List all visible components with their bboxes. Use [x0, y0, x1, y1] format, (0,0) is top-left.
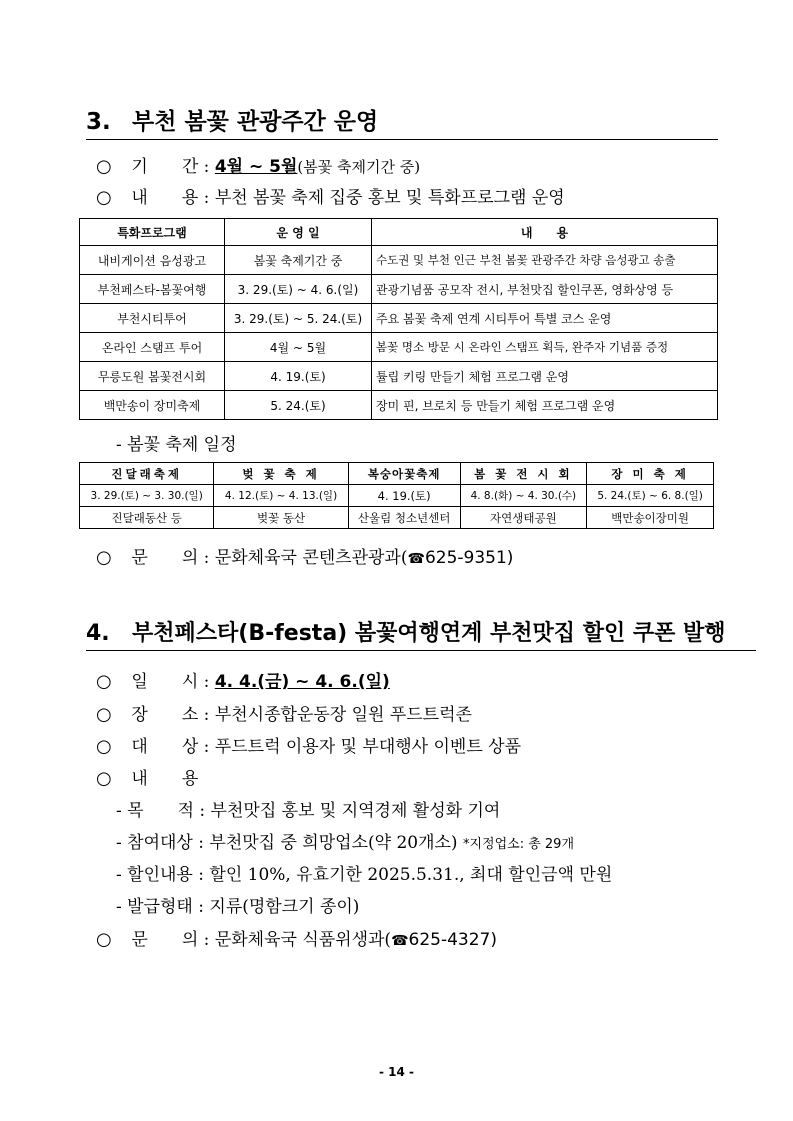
period-value: 4월 ~ 5월: [214, 157, 298, 177]
table-cell: 5. 24.(토) ~ 6. 8.(일): [587, 485, 714, 507]
period-note: (봄꽃 축제기간 중): [297, 158, 421, 176]
inquiry-label: 문 의: [131, 548, 199, 568]
program-table: [79, 218, 718, 420]
place-value: 부천시종합운동장 일원 푸드트럭존: [214, 705, 472, 725]
section4-target: [96, 732, 521, 757]
table-row: [80, 391, 718, 420]
list-item: [116, 860, 612, 885]
inquiry-phone: 625-4327): [408, 930, 498, 950]
table-cell: 무릉도원 봄꽃전시회: [80, 362, 225, 391]
item-value: 부천맛집 중 희망업소(약 20개소): [209, 833, 458, 853]
table-cell: 주요 봄꽃 축제 연계 시티투어 특별 코스 운영: [372, 304, 718, 333]
inquiry-phone: 625-9351): [424, 548, 514, 568]
content-value: 부천 봄꽃 축제 집중 홍보 및 특화프로그램 운영: [214, 188, 565, 208]
table-cell: 봄꽃 축제기간 중: [225, 246, 372, 275]
table-cell: 3. 29.(토) ~ 5. 24.(토): [225, 304, 372, 333]
table-cell: 장미 핀, 브로치 등 만들기 체험 프로그램 운영: [372, 391, 718, 420]
table-row: [80, 275, 718, 304]
place-label: 장 소: [131, 705, 199, 725]
section3-inquiry: [96, 543, 513, 568]
table-cell: 4. 8.(화) ~ 4. 30.(수): [460, 485, 587, 507]
section4-date: [96, 667, 390, 692]
festival-schedule-table: [79, 462, 714, 529]
table-cell: 온라인 스탬프 투어: [80, 333, 225, 362]
list-item: [116, 796, 500, 821]
schedule-places-row: [80, 507, 714, 529]
table-header-cell: 진달래축제: [80, 463, 214, 485]
section3-period: [96, 152, 420, 177]
section3-content: [96, 183, 565, 208]
table-header-cell: 벚 꽃 축 제: [214, 463, 348, 485]
table-header-cell: 복숭아꽃축제: [348, 463, 460, 485]
table-header-cell: 특화프로그램: [80, 219, 225, 246]
table-cell: 자연생태공원: [460, 507, 587, 529]
inquiry-value: 문화체육국 식품위생과(: [214, 930, 392, 950]
table-cell: 4. 12.(토) ~ 4. 13.(일): [214, 485, 348, 507]
colon: :: [198, 897, 204, 917]
item-value: 지류(명함크기 종이): [209, 897, 360, 917]
program-table-header: [80, 219, 718, 246]
bullet-circle: ○: [96, 768, 112, 789]
colon: :: [199, 801, 206, 821]
table-cell: 튤립 키링 만들기 체험 프로그램 운영: [372, 362, 718, 391]
section4-content: [96, 764, 198, 789]
bullet-circle: ○: [96, 547, 112, 568]
bullet-circle: ○: [96, 671, 112, 692]
table-cell: 산울림 청소년센터: [348, 507, 460, 529]
item-value: 부천맛집 홍보 및 지역경제 활성화 기여: [210, 801, 501, 821]
item-note: *지정업소: 총 29개: [462, 837, 575, 852]
bullet-circle: ○: [96, 187, 112, 208]
page-number: - 14 -: [378, 1065, 414, 1079]
item-label: - 참여대상: [116, 833, 193, 853]
table-cell: 부천페스타-봄꽃여행: [80, 275, 225, 304]
colon: :: [198, 865, 204, 885]
inquiry-label: 문 의: [131, 930, 199, 950]
bullet-circle: ○: [96, 156, 112, 177]
colon: :: [203, 705, 210, 725]
table-header-cell: 봄 꽃 전 시 회: [460, 463, 587, 485]
table-header-cell: 장 미 축 제: [587, 463, 714, 485]
table-cell: 부천시티투어: [80, 304, 225, 333]
item-label: - 할인내용: [116, 865, 193, 885]
colon: :: [203, 548, 210, 568]
table-cell: 3. 29.(토) ~ 3. 30.(일): [80, 485, 214, 507]
table-cell: 백만송이 장미축제: [80, 391, 225, 420]
section4-title: [86, 616, 756, 651]
section3-heading: 부천 봄꽃 관광주간 운영: [132, 109, 379, 135]
content-label: 내 용: [131, 769, 199, 789]
table-cell: 4. 19.(토): [225, 362, 372, 391]
table-cell: 내비게이션 음성광고: [80, 246, 225, 275]
table-cell: 벚꽃 동산: [214, 507, 348, 529]
section4-place: [96, 700, 472, 725]
table-cell: 백만송이장미원: [587, 507, 714, 529]
table-row: [80, 333, 718, 362]
table-cell: 진달래동산 등: [80, 507, 214, 529]
item-label: - 발급형태: [116, 897, 193, 917]
target-label: 대 상: [131, 737, 199, 757]
section4-number: 4.: [86, 621, 110, 646]
table-cell: 5. 24.(토): [225, 391, 372, 420]
section3-title: [86, 103, 718, 140]
item-label: - 목 적: [116, 801, 194, 821]
list-item: [116, 892, 359, 917]
table-cell: 봄꽃 명소 방문 시 온라인 스탬프 획득, 완주자 기념품 증정: [372, 333, 718, 362]
section4-inquiry: [96, 925, 497, 950]
list-item: [116, 828, 574, 853]
target-value: 푸드트럭 이용자 및 부대행사 이벤트 상품: [214, 737, 522, 757]
table-header-cell: 운 영 일: [225, 219, 372, 246]
table-row: [80, 304, 718, 333]
colon: :: [203, 188, 210, 208]
date-label: 일 시: [131, 672, 199, 692]
bullet-circle: ○: [96, 929, 112, 950]
colon: :: [203, 157, 210, 177]
period-label: 기 간: [131, 157, 199, 177]
schedule-heading: - 봄꽃 축제 일정: [116, 435, 237, 455]
table-header-cell: 내 용: [372, 219, 718, 246]
phone-icon: ☎: [407, 551, 425, 567]
table-cell: 4. 19.(토): [348, 485, 460, 507]
table-row: [80, 362, 718, 391]
section3-number: 3.: [86, 109, 111, 135]
table-cell: 4월 ~ 5월: [225, 333, 372, 362]
colon: :: [203, 672, 210, 692]
table-cell: 3. 29.(토) ~ 4. 6.(일): [225, 275, 372, 304]
bullet-circle: ○: [96, 736, 112, 757]
item-value: 할인 10%, 유효기한 2025.5.31., 최대 할인금액 만원: [209, 865, 613, 885]
inquiry-value: 문화체육국 콘텐츠관광과(: [214, 548, 408, 568]
schedule-dates-row: [80, 485, 714, 507]
table-row: [80, 246, 718, 275]
colon: :: [198, 833, 204, 853]
content-label: 내 용: [131, 188, 199, 208]
table-cell: 관광기념품 공모작 전시, 부천맛집 할인쿠폰, 영화상영 등: [372, 275, 718, 304]
colon: :: [203, 737, 210, 757]
bullet-circle: ○: [96, 704, 112, 725]
colon: :: [203, 930, 210, 950]
phone-icon: ☎: [391, 933, 409, 949]
table-cell: 수도권 및 부천 인근 부천 봄꽃 관광주간 차량 음성광고 송출: [372, 246, 718, 275]
date-value: 4. 4.(금) ~ 4. 6.(일): [214, 672, 390, 692]
section4-heading: 부천페스타(B-festa) 봄꽃여행연계 부천맛집 할인 쿠폰 발행: [132, 621, 726, 646]
schedule-header-row: [80, 463, 714, 485]
